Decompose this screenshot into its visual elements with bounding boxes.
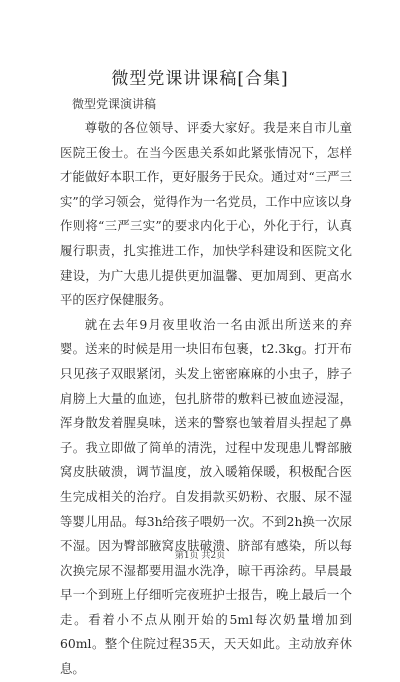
page-footer: 第1页 共2页 (174, 551, 226, 561)
document-body (60, 116, 352, 682)
document-title: 微型党课讲课稿[合集] (111, 69, 289, 89)
paragraph-1: 尊敬的各位领导、评委大家好。我是来自市儿童医院王俊士。在当今医患关系如此紧张情况下，怎样才能做好本职工作，更好服务于民众。通过对“三严三实”的学习领会，觉得作为一名党员，工作中应该以身作则将“三严三实”的要求内化于心，外化于行，认真履行职责，扎实推进工作，加快学科建设和医院文化建设，为广大患儿提供更加温馨、更加周到、更高水平的医疗保健服务。 (60, 120, 352, 308)
paragraph-2: 就在去年9月夜里收治一名由派出所送来的弃婴。送来的时候是用一块旧布包裹，t2.3kg。打开布只见孩子双眼紧闭，头发上密密麻麻的小虫子，脖子肩膀上大量的血迹，包扎脐带的敷料已被血迹浸湿，浑身散发着腥臭味，送来的警察也皱着眉头捏起了鼻子。我立即做了简单的清洗，过程中发现患儿臀部腋窝皮肤破溃，调节温度，放入暖箱保暖，积极配合医生完成相关的治疗。自发捐款买奶粉、衣服、尿不湿等婴儿用品。每3h给孩子喂奶一次。不到2h换一次尿不湿。因为臀部腋窝皮肤破溃、脐部有感染，所以每次换完尿不湿都要用温水洗净，晾干再涂药。早晨最早一个到班上仔细听完夜班护士报告，晚上最后一个走。看着小不点从刚开始的5ml每次奶量增加到60ml。整个住院过程35天，天天如此。主动放弃休息。 (60, 316, 352, 677)
document-subtitle: 微型党课演讲稿 (72, 97, 157, 111)
